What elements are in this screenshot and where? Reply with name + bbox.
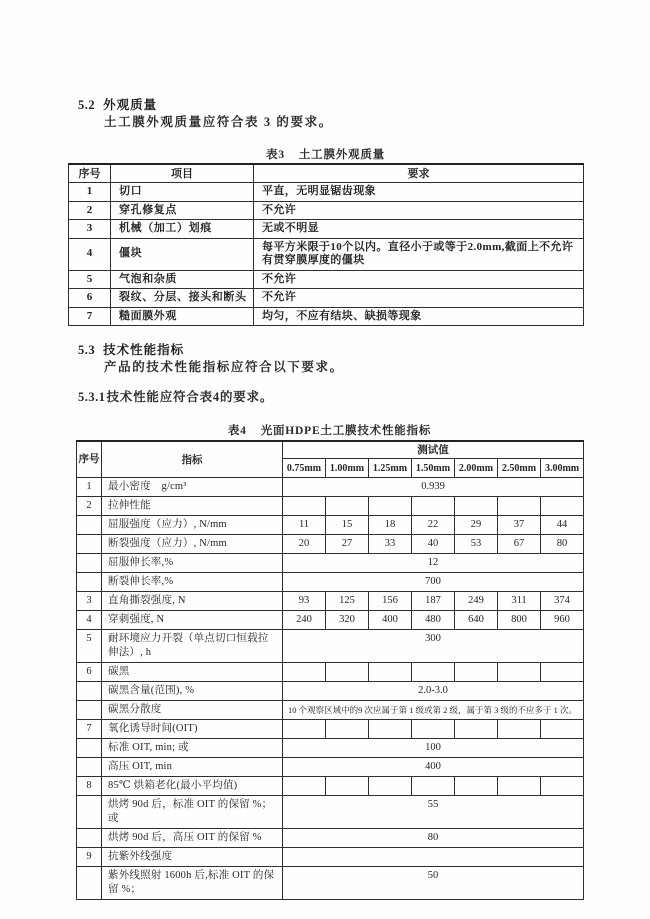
- section-5-2-title: 外观质量: [103, 98, 158, 112]
- value-cell: 40: [412, 535, 455, 554]
- table-row: [77, 497, 584, 516]
- value-cell: [283, 663, 326, 682]
- value-cell: 480: [412, 611, 455, 630]
- value-cell: [412, 497, 455, 516]
- value-cell: 67: [498, 535, 541, 554]
- indicator-cell: 耐环境应力开裂（单点切口恒载拉伸法）, h: [102, 630, 283, 663]
- table-row: [69, 238, 584, 270]
- table-row: [69, 201, 584, 220]
- table-row: [77, 758, 584, 777]
- indicator-cell: 断裂强度（应力）, N/mm: [102, 535, 283, 554]
- value-cell: [326, 777, 369, 796]
- table4-header-no: 序号: [77, 441, 102, 478]
- table4-caption-label: 表4: [227, 425, 247, 437]
- value-cell: 800: [498, 611, 541, 630]
- table3-column-header-1: 项目: [111, 164, 254, 183]
- indicator-cell: 拉伸性能: [102, 497, 283, 516]
- thickness-header-2: 1.25mm: [369, 459, 412, 478]
- row-number-cell: 8: [77, 777, 102, 796]
- table3-caption: [68, 146, 583, 162]
- requirement-cell: 无或不明显: [254, 220, 584, 239]
- value-cell: [283, 720, 326, 739]
- thickness-header-4: 2.00mm: [455, 459, 498, 478]
- row-number-cell: [77, 516, 102, 535]
- table-row: [77, 796, 584, 829]
- indicator-cell: 高压 OIT, min: [102, 758, 283, 777]
- requirement-cell: 平直，无明显锯齿现象: [254, 183, 584, 202]
- row-number-cell: 6: [69, 289, 111, 308]
- row-number-cell: [77, 554, 102, 573]
- row-number-cell: 4: [69, 238, 111, 270]
- table-row: [77, 829, 584, 848]
- requirement-cell: 每平方米限于10个以内。直径小于或等于2.0mm,截面上不允许有贯穿膜厚度的僵块: [254, 238, 584, 270]
- row-number-cell: [77, 682, 102, 701]
- row-number-cell: 5: [69, 270, 111, 289]
- thickness-header-5: 2.50mm: [498, 459, 541, 478]
- table4-caption: [76, 422, 583, 438]
- table-row: [77, 848, 584, 867]
- value-cell: 10 个观察区域中的9 次应属于第 1 级或第 2 级，属于第 3 级的不应多于 1 次。: [283, 701, 584, 720]
- value-cell: [412, 663, 455, 682]
- value-cell: 374: [541, 592, 584, 611]
- value-cell: [541, 497, 584, 516]
- item-cell: 切口: [111, 183, 254, 202]
- row-number-cell: [77, 573, 102, 592]
- value-cell: [455, 720, 498, 739]
- value-cell: [412, 720, 455, 739]
- table-row: [69, 289, 584, 308]
- technical-performance-table: [76, 440, 584, 900]
- value-cell: [541, 777, 584, 796]
- indicator-cell: 85℃ 烘箱老化(最小平均值): [102, 777, 283, 796]
- value-cell: 80: [283, 829, 584, 848]
- row-number-cell: 6: [77, 663, 102, 682]
- table-row: [77, 573, 584, 592]
- value-cell: 50: [283, 867, 584, 900]
- value-cell: [541, 720, 584, 739]
- value-cell: 125: [326, 592, 369, 611]
- thickness-header-6: 3.00mm: [541, 459, 584, 478]
- value-cell: 22: [412, 516, 455, 535]
- row-number-cell: [77, 739, 102, 758]
- thickness-header-1: 1.00mm: [326, 459, 369, 478]
- value-cell: [326, 497, 369, 516]
- indicator-cell: 屈服伸长率,%: [102, 554, 283, 573]
- row-number-cell: 5: [77, 630, 102, 663]
- table3-body: [69, 183, 584, 326]
- item-cell: 僵块: [111, 238, 254, 270]
- value-cell: [455, 663, 498, 682]
- value-cell: [283, 777, 326, 796]
- table4-caption-title: 光面HDPE土工膜技术性能指标: [260, 425, 432, 437]
- indicator-cell: 屈服强度（应力）, N/mm: [102, 516, 283, 535]
- table-row: [77, 516, 584, 535]
- value-cell: 37: [498, 516, 541, 535]
- row-number-cell: 9: [77, 848, 102, 867]
- indicator-cell: 烘烤 90d 后，标准 OIT 的保留 %；或: [102, 796, 283, 829]
- item-cell: 裂纹、分层、接头和断头: [111, 289, 254, 308]
- table-row: [77, 554, 584, 573]
- table-row: [77, 611, 584, 630]
- value-cell: [369, 777, 412, 796]
- value-cell: 400: [369, 611, 412, 630]
- value-cell: 320: [326, 611, 369, 630]
- indicator-cell: 标准 OIT, min; 或: [102, 739, 283, 758]
- indicator-cell: 烘烤 90d 后，高压 OIT 的保留 %: [102, 829, 283, 848]
- thickness-header-3: 1.50mm: [412, 459, 455, 478]
- row-number-cell: 1: [69, 183, 111, 202]
- row-number-cell: 3: [69, 220, 111, 239]
- value-cell: 93: [283, 592, 326, 611]
- table3-column-header-0: 序号: [69, 164, 111, 183]
- paragraph-5-3: 产品的技术性能指标应符合以下要求。: [104, 360, 344, 374]
- table-row: [77, 682, 584, 701]
- row-number-cell: [77, 867, 102, 900]
- value-cell: [369, 663, 412, 682]
- requirement-cell: 不允许: [254, 201, 584, 220]
- table4-header-indicator: 指标: [102, 441, 283, 478]
- item-cell: 机械（加工）划痕: [111, 220, 254, 239]
- table-row: [69, 220, 584, 239]
- value-cell: 11: [283, 516, 326, 535]
- paragraph-5-3-1: [78, 387, 273, 405]
- row-number-cell: 3: [77, 592, 102, 611]
- value-cell: 27: [326, 535, 369, 554]
- value-cell: 700: [283, 573, 584, 592]
- value-cell: 53: [455, 535, 498, 554]
- row-number-cell: 2: [69, 201, 111, 220]
- value-cell: 18: [369, 516, 412, 535]
- value-cell: 33: [369, 535, 412, 554]
- table-row: [69, 183, 584, 202]
- item-cell: 气泡和杂质: [111, 270, 254, 289]
- row-number-cell: 1: [77, 478, 102, 497]
- section-5-2-heading: [78, 95, 157, 113]
- row-number-cell: [77, 758, 102, 777]
- section-5-3-heading: [78, 340, 184, 358]
- value-cell: [369, 497, 412, 516]
- row-number-cell: 7: [77, 720, 102, 739]
- table-row: [69, 307, 584, 326]
- indicator-cell: 碳黑含量(范围), %: [102, 682, 283, 701]
- table-row: [77, 592, 584, 611]
- section-5-3-number: 5.3: [78, 343, 96, 357]
- requirement-cell: 不允许: [254, 270, 584, 289]
- indicator-cell: 碳黑: [102, 663, 283, 682]
- paragraph-5-3-1-text: 技术性能应符合表4的要求。: [106, 390, 274, 404]
- value-cell: 12: [283, 554, 584, 573]
- value-cell: 44: [541, 516, 584, 535]
- requirement-cell: 不允许: [254, 289, 584, 308]
- indicator-cell: 氧化诱导时间(OIT): [102, 720, 283, 739]
- value-cell: 960: [541, 611, 584, 630]
- value-cell: [455, 777, 498, 796]
- table3-header-row: [69, 164, 584, 183]
- section-5-2-number: 5.2: [78, 98, 96, 112]
- value-cell: [283, 497, 326, 516]
- paragraph-5-2: 土工膜外观质量应符合表 3 的要求。: [104, 115, 333, 129]
- row-number-cell: [77, 796, 102, 829]
- value-cell: 300: [283, 630, 584, 663]
- value-cell: 15: [326, 516, 369, 535]
- indicator-cell: 紫外线照射 1600h 后,标准 OIT 的保留 %；: [102, 867, 283, 900]
- value-cell: 29: [455, 516, 498, 535]
- row-number-cell: 7: [69, 307, 111, 326]
- table-row: [77, 630, 584, 663]
- table-row: [77, 663, 584, 682]
- table4-body: [77, 478, 584, 900]
- table-row: [77, 867, 584, 900]
- value-cell: 400: [283, 758, 584, 777]
- row-number-cell: [77, 829, 102, 848]
- value-cell: 2.0-3.0: [283, 682, 584, 701]
- value-cell: [498, 663, 541, 682]
- value-cell: 240: [283, 611, 326, 630]
- table3-column-header-2: 要求: [254, 164, 584, 183]
- value-cell: 640: [455, 611, 498, 630]
- indicator-cell: 穿刺强度, N: [102, 611, 283, 630]
- section-5-3-title: 技术性能指标: [103, 343, 185, 357]
- table3-caption-title: 土工膜外观质量: [298, 149, 385, 161]
- table-row: [69, 270, 584, 289]
- indicator-cell: 最小密度 g/cm³: [102, 478, 283, 497]
- value-cell: 0.939: [283, 478, 584, 497]
- value-cell: 20: [283, 535, 326, 554]
- row-number-cell: [77, 701, 102, 720]
- value-cell: [326, 663, 369, 682]
- paragraph-5-3-1-number: 5.3.1: [78, 390, 106, 404]
- table-row: [77, 478, 584, 497]
- table4-header-test-value: 测试值: [283, 441, 584, 459]
- value-cell: 311: [498, 592, 541, 611]
- value-cell: [412, 777, 455, 796]
- value-cell: [455, 497, 498, 516]
- indicator-cell: 抗紫外线强度: [102, 848, 283, 867]
- value-cell: [283, 848, 584, 867]
- indicator-cell: 直角撕裂强度, N: [102, 592, 283, 611]
- table-row: [77, 739, 584, 758]
- requirement-cell: 均匀，不应有结块、缺损等现象: [254, 307, 584, 326]
- value-cell: 249: [455, 592, 498, 611]
- indicator-cell: 碳黑分散度: [102, 701, 283, 720]
- table3-caption-label: 表3: [266, 149, 285, 161]
- value-cell: [498, 777, 541, 796]
- table-row: [77, 720, 584, 739]
- item-cell: 穿孔修复点: [111, 201, 254, 220]
- appearance-quality-table: [68, 163, 584, 326]
- table-row: [77, 777, 584, 796]
- value-cell: 187: [412, 592, 455, 611]
- value-cell: 156: [369, 592, 412, 611]
- indicator-cell: 断裂伸长率,%: [102, 573, 283, 592]
- value-cell: 55: [283, 796, 584, 829]
- table4-header-row-1: [77, 441, 584, 459]
- value-cell: [498, 720, 541, 739]
- value-cell: 100: [283, 739, 584, 758]
- value-cell: [541, 663, 584, 682]
- value-cell: [498, 497, 541, 516]
- table-row: [77, 701, 584, 720]
- row-number-cell: 4: [77, 611, 102, 630]
- item-cell: 糙面膜外观: [111, 307, 254, 326]
- value-cell: [326, 720, 369, 739]
- thickness-header-0: 0.75mm: [283, 459, 326, 478]
- row-number-cell: 2: [77, 497, 102, 516]
- row-number-cell: [77, 535, 102, 554]
- table-row: [77, 535, 584, 554]
- value-cell: [369, 720, 412, 739]
- value-cell: 80: [541, 535, 584, 554]
